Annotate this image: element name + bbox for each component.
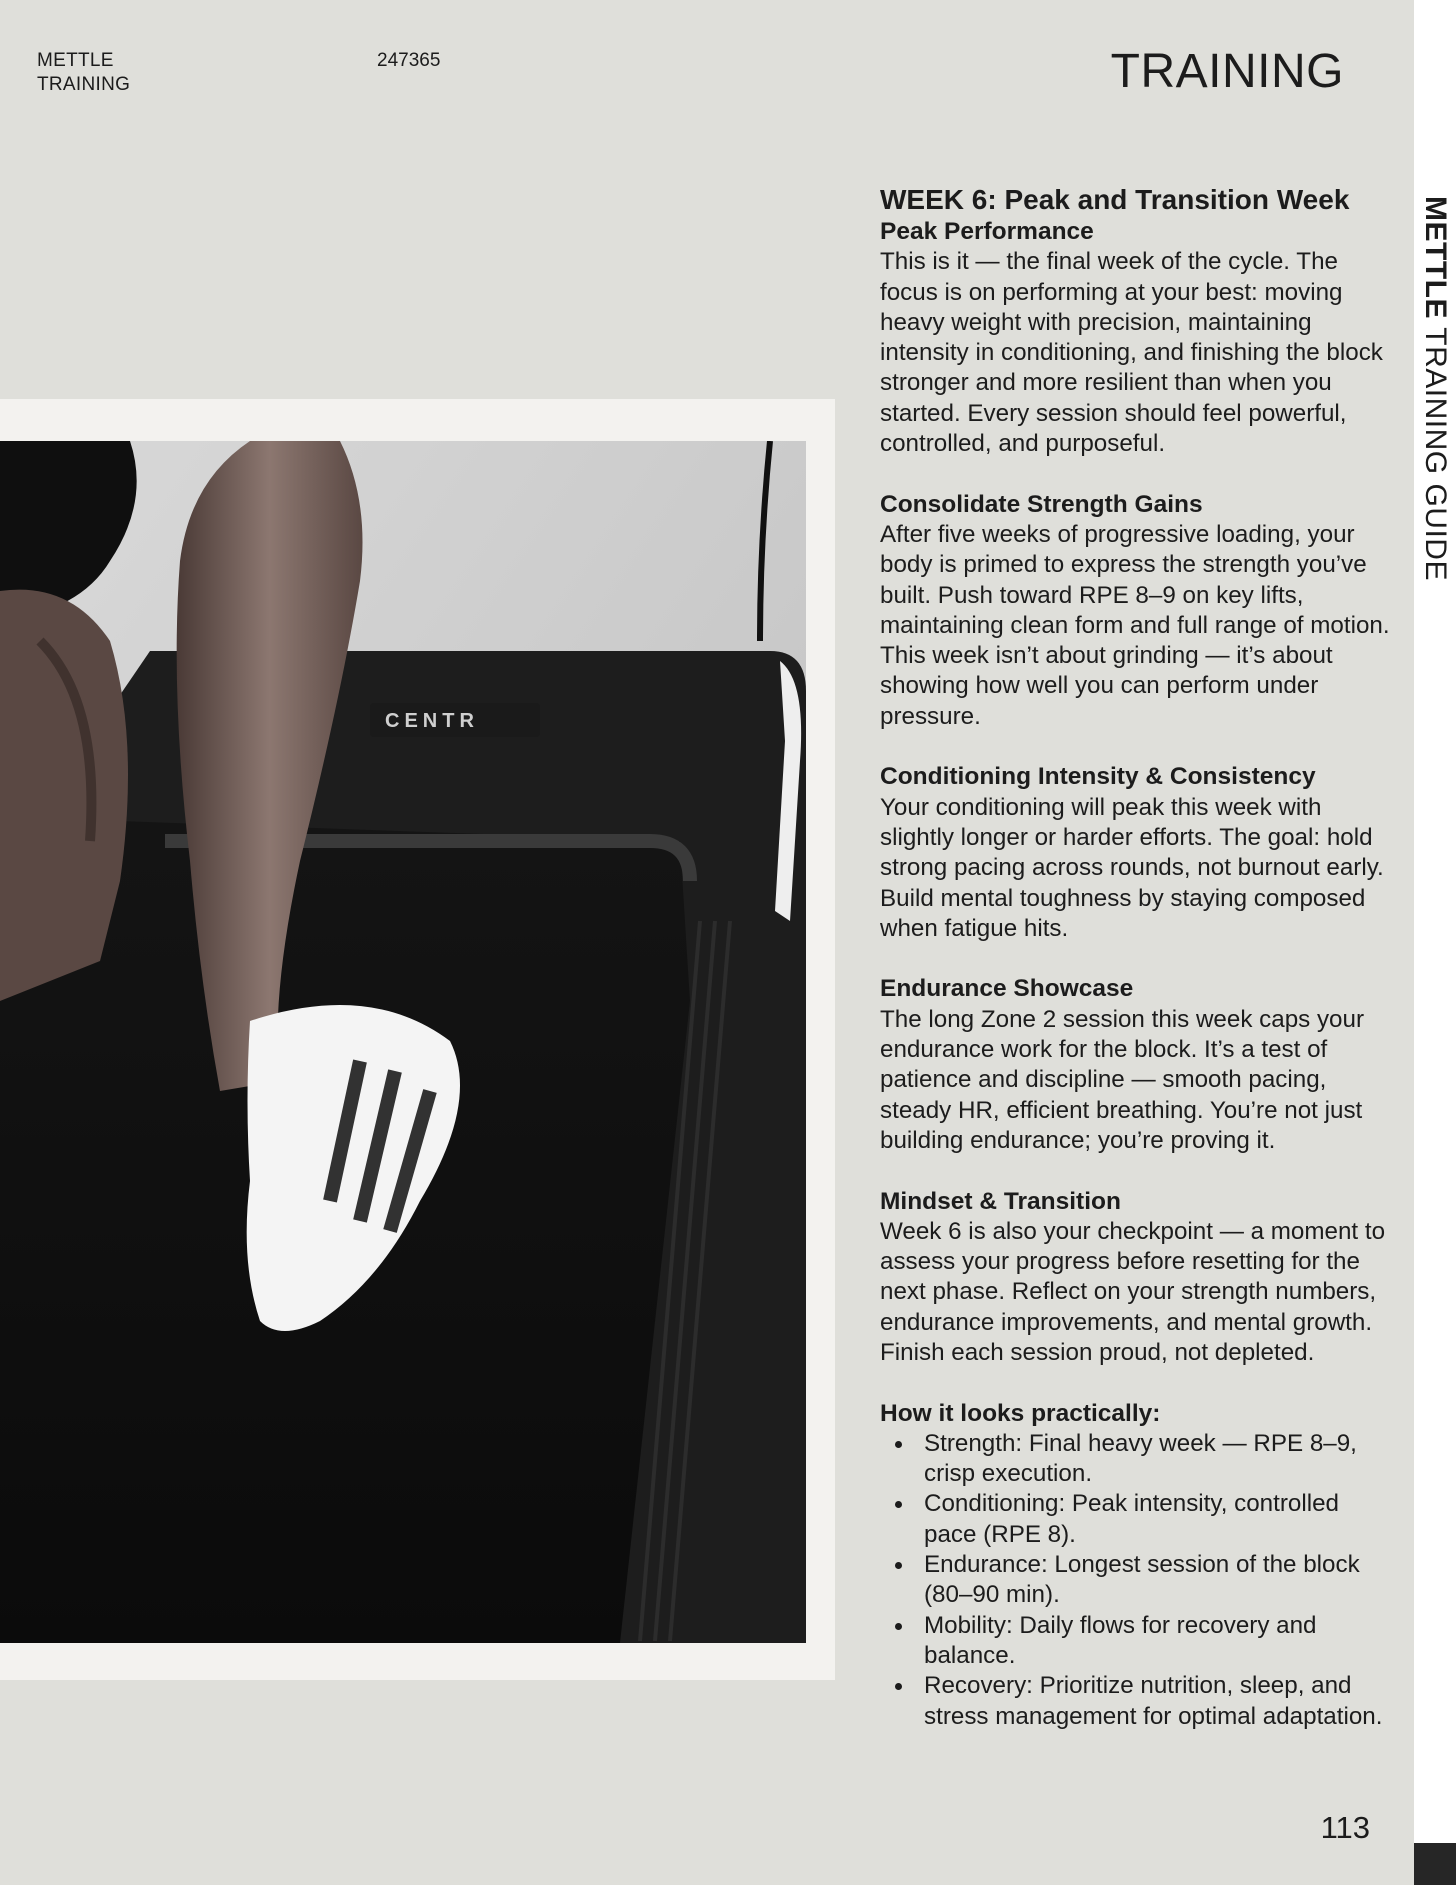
list-item: Strength: Final heavy week — RPE 8–9, crisp execution.: [924, 1429, 1390, 1490]
brand-name: [37, 49, 130, 97]
section-body: Your conditioning will peak this week with slightly longer or harder efforts. The goal: hold strong pacing across rounds, not burnout early. Build mental toughness by staying composed when fatigue hits.: [880, 793, 1384, 942]
section-body: After five weeks of progressive loading, your body is primed to express the strength you’ve built. Push toward RPE 8–9 on key lifts, maintaining clean form and full range of motion. This week isn’t about grinding — it’s about showing how well you can perform under pressure.: [880, 520, 1390, 730]
practical-heading: How it looks practically:: [880, 1399, 1161, 1427]
side-guide-label: [1418, 196, 1452, 581]
brand-line-2: TRAINING: [37, 74, 131, 95]
section-body: Week 6 is also your checkpoint — a moment to assess your progress before resetting for the next phase. Reflect on your strength numbers, endurance improvements, and mental growth. Finish each session proud, not depleted.: [880, 1217, 1386, 1366]
brand-line-1: METTLE: [37, 50, 114, 71]
article-content: [880, 183, 1390, 1732]
section-body: This is it — the final week of the cycle. The focus is on performing at your best: moving heavy weight with precision, maintaining intensity in conditioning, and finishing the block stronger and more resilient than when you started. Every session should feel powerful, controlled, and purposeful.: [880, 248, 1383, 458]
list-item: Endurance: Longest session of the block (80–90 min).: [924, 1550, 1390, 1611]
section-heading: Endurance Showcase: [880, 975, 1134, 1003]
page-number: 113: [1320, 1810, 1370, 1845]
list-item: Mobility: Daily flows for recovery and balance.: [924, 1611, 1390, 1672]
list-item: Recovery: Prioritize nutrition, sleep, and stress management for optimal adaptation.: [924, 1671, 1390, 1732]
section-title: TRAINING: [1110, 45, 1344, 98]
side-label-bold: METTLE: [1419, 196, 1452, 319]
practical-list: [880, 1429, 1390, 1732]
article-title: WEEK 6: Peak and Transition Week: [880, 184, 1350, 215]
treadmill-brand-label: CENTR: [385, 710, 479, 732]
treadmill-runner-photo: [0, 441, 806, 1643]
document-number: 247365: [377, 50, 441, 71]
section-heading: Consolidate Strength Gains: [880, 490, 1203, 518]
section-heading: Mindset & Transition: [880, 1187, 1121, 1215]
corner-block: [1414, 1843, 1456, 1885]
side-label-rest: TRAINING GUIDE: [1419, 319, 1452, 581]
section-heading: Conditioning Intensity & Consistency: [880, 763, 1316, 791]
section-body: The long Zone 2 session this week caps your endurance work for the block. It’s a test of patience and discipline — smooth pacing, steady HR, efficient breathing. You’re not just building endurance; you’re proving it.: [880, 1005, 1365, 1154]
list-item: Conditioning: Peak intensity, controlled pace (RPE 8).: [924, 1489, 1390, 1550]
section-heading: Peak Performance: [880, 218, 1094, 245]
